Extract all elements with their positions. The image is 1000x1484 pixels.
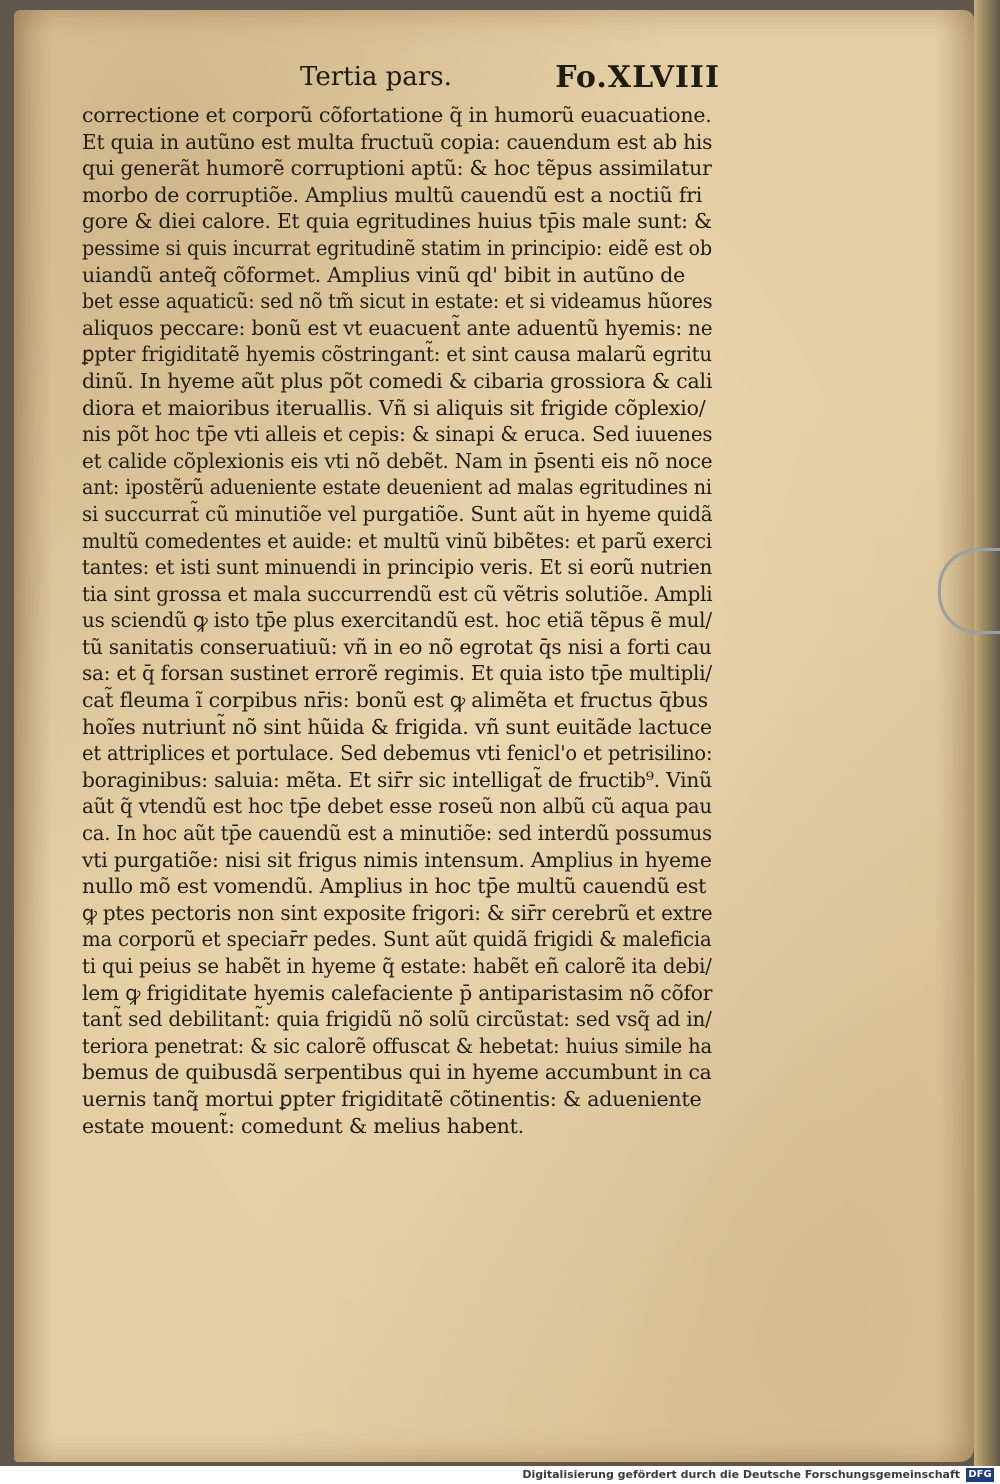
text-line: pessime si quis incurrat egritudinẽ statim in principio: eidẽ est ob (82, 235, 712, 260)
page-edge (974, 0, 1000, 1466)
text-line: et calide cõplexionis eis vti nõ debẽt. Nam in p̄senti eis nõ noce (82, 448, 713, 473)
text-line: sa: et q̄ forsan sustinet errorẽ regimis. Et quia isto tp̄e multipli/ (82, 661, 712, 686)
text-line: gore & diei calore. Et quia egritudines huius tp̄is male sunt: & (82, 209, 712, 234)
text-line: ꝙ ptes pectoris non sint exposite frigori: & sir̄r cerebrũ et extre (82, 900, 713, 925)
text-line: nullo mõ est vomendũ. Amplius in hoc tp̄e multũ cauendũ est (82, 874, 707, 899)
text-line: aliquos peccare: bonũ est vt euacuent̃ ante aduentũ hyemis: ne (82, 315, 713, 340)
text-line: multũ comedentes et auide: et multũ vinũ bibẽtes: et parũ exerci (82, 528, 712, 553)
text-line: correctione et corporũ cõfortatione q̃ in humorũ euacuatione. (82, 103, 712, 127)
text-line: boraginibus: saluia: mẽta. Et sir̄r sic intelligat̃ de fructib⁹. Vinũ (82, 767, 712, 792)
text-line: uernis tanq̃ mortui ꝑpter frigiditatẽ cõtinentis: & adueniente (82, 1086, 702, 1111)
text-line: Et quia in autũno est multa fructuũ copia: cauendum est ab his (82, 129, 713, 154)
text-line: morbo de corruptiõe. Amplius multũ cauendũ est a noctiũ fri (82, 182, 703, 207)
text-line: qui generãt humorẽ corruptioni aptũ: & hoc tẽpus assimilatur (82, 156, 712, 181)
dfg-logo: DFG (966, 1468, 994, 1482)
text-line: ꝑpter frigiditatẽ hyemis cõstringant̃: et sint causa malarũ egritu (82, 342, 712, 367)
running-title: Tertia pars. (300, 62, 452, 92)
text-line: tũ sanitatis conseruatiuũ: vñ in eo nõ egrotat q̄s nisi a forti cau (82, 634, 712, 659)
text-line: ant: ipostẽrũ adueniente estate deuenient ad malas egritudines ni (82, 475, 712, 500)
folio-number: Fo.XLVIII (555, 60, 720, 95)
text-line: ti qui peius se habẽt in hyeme q̃ estate: habẽt eñ calorẽ ita debi/ (82, 954, 712, 978)
text-line: tantes: et isti sunt minuendi in principio veris. Et si eorũ nutrien (82, 555, 713, 580)
text-line: teriora penetrat: & sic calorẽ offuscat & hebetat: huius simile ha (82, 1033, 712, 1058)
text-line: dinũ. In hyeme aũt plus põt comedi & cibaria grossiora & cali (82, 368, 713, 393)
text-line: tant̃ sed debilitant̃: quia frigidũ nõ solũ circũstat: sed vsq̃ ad in/ (82, 1007, 712, 1032)
text-line: et attriplices et portulace. Sed debemus vti fenicl'o et petrisilino: (82, 741, 713, 766)
text-line: vti purgatiõe: nisi sit frigus nimis intensum. Amplius in hyeme (82, 847, 712, 872)
text-line: si succurrat̃ cũ minutiõe vel purgatiõe. Sunt aũt in hyeme quidã (82, 501, 713, 526)
text-line: estate mouent̃: comedunt & melius habent. (82, 1113, 524, 1138)
text-line: ca. In hoc aũt tp̄e cauendũ est a minutiõe: sed interdũ possumus (82, 821, 712, 846)
text-line: bemus de quibusdã serpentibus qui in hyeme accumbunt in ca (82, 1060, 712, 1085)
text-line: diora et maioribus iteruallis. Vñ si aliquis sit frigide cõplexio/ (82, 395, 706, 420)
text-block (82, 102, 712, 1139)
digitization-credit: Digitalisierung gefördert durch die Deutsche Forschungsgemeinschaft (522, 1468, 960, 1481)
text-line: bet esse aquaticũ: sed nõ tm̃ sicut in estate: et si videamus hũores (82, 289, 713, 314)
text-line: uiandũ anteq̃ cõformet. Amplius vinũ qd' bibit in autũno de (82, 262, 685, 287)
text-line: tia sint grossa et mala succurrendũ est cũ vẽtris solutiõe. Ampli (82, 581, 713, 606)
text-line: lem ꝙ frigiditate hyemis calefaciente p̄ antiparistasim nõ cõfor (82, 980, 713, 1005)
footer-bar (0, 1466, 1000, 1484)
text-line: nis põt hoc tp̄e vti alleis et cepis: & sinapi & eruca. Sed iuuenes (82, 422, 713, 447)
text-line: ma corporũ et speciar̄r pedes. Sunt aũt quidã frigidi & maleficia (82, 927, 712, 952)
text-line: aũt q̃ vtendũ est hoc tp̄e debet esse roseũ non albũ cũ aqua pau (82, 794, 712, 819)
text-line: cat̃ fleuma ĩ corpibus nr̄is: bonũ est ꝙ alimẽta et fructus q̄bus (82, 688, 708, 713)
text-line: us sciendũ ꝙ isto tp̄e plus exercitandũ est. hoc etiã tẽpus ẽ mul/ (82, 608, 712, 633)
text-line: hoĩes nutriunt̃ nõ sint hũida & frigida. vñ sunt euitãde lactuce (82, 714, 712, 739)
running-head (300, 60, 720, 100)
